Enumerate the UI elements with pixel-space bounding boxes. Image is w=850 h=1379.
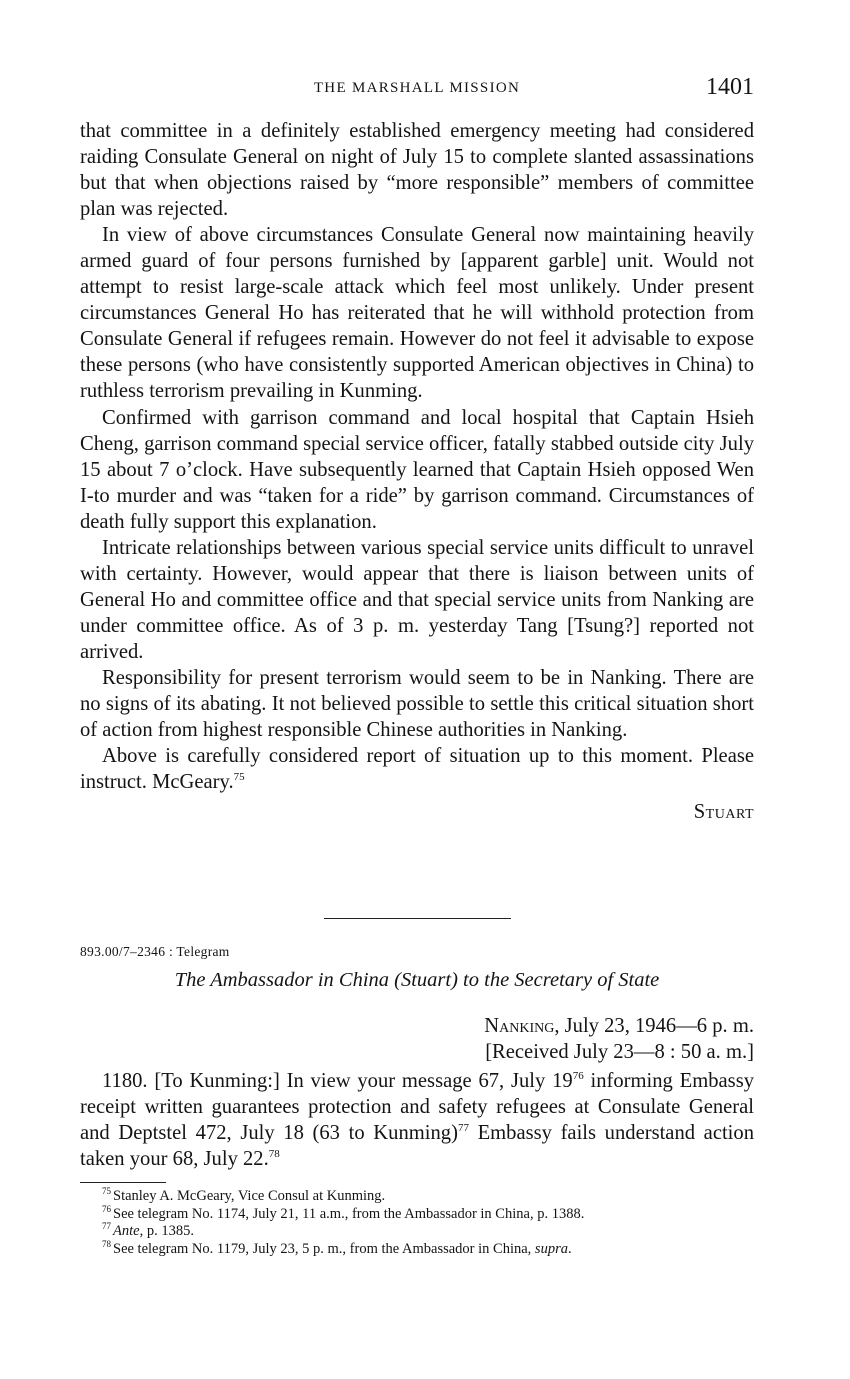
dateline-sent (80, 1013, 754, 1039)
footnote-italic: supra (534, 1240, 568, 1257)
footnote-italic: Ante (113, 1223, 140, 1239)
telegram-text-part: informing Embassy receipt written guarantees protection and safety refugees at Consulate General and Deptstel 472, July 18 (63 to Kunming) (80, 1070, 755, 1144)
heading-name: Stuart (400, 969, 452, 991)
telegram-text-part: Embassy fails understand action taken your 68, July 22. (80, 1122, 754, 1170)
footnote-text: See telegram No. 1174, July 21, 11 a.m., from the Ambassador in China, p. 1388. (113, 1205, 585, 1222)
footnote (80, 1188, 754, 1206)
file-number: 893.00/7–2346 : Telegram (80, 944, 230, 959)
footnote-text: . (567, 1240, 572, 1257)
footnote-ref: 75 (233, 771, 245, 784)
footnote-mark: 77 (102, 1221, 111, 1232)
page-number: 1401 (706, 74, 754, 100)
closing-text: Above is carefully considered report of situation up to this moment. Please instruct. McGeary. (80, 745, 754, 794)
document-heading (80, 969, 754, 992)
telegram-paragraph (80, 1068, 754, 1172)
footnote (80, 1238, 754, 1259)
footnote-divider (80, 1182, 166, 1183)
running-head (80, 74, 754, 104)
heading-pre: The Ambassador in China ( (174, 969, 401, 991)
body-text (80, 118, 754, 825)
footnote-ref: 77 (457, 1122, 469, 1135)
footnote-mark: 76 (102, 1203, 111, 1214)
paragraph: In view of above circumstances Consulate General now maintaining heavily armed guard of four persons furnished by [apparent garble] unit. Would not attempt to resist large-scale attack which feel most unlikely. Under present circumstances General Ho has reiterated that he will withhold protection from Consulate General if refugees remain. However do not feel it advisable to expose these persons (who have consistently supported American objectives in China) to ruthless terrorism prevailing in Kunming. (80, 224, 754, 403)
footnote-text: Stanley A. McGeary, Vice Consul at Kunming. (113, 1188, 386, 1204)
signature: Stuart (693, 801, 754, 824)
footnote-mark: 78 (102, 1238, 111, 1249)
dateline-place: Nanking (484, 1015, 555, 1037)
closing-paragraph (80, 743, 754, 795)
dateline-date: , July 23, 1946—6 p. m. (554, 1015, 754, 1037)
paragraph: that committee in a definitely established emergency meeting had considered raiding Consulate General on night of July 15 to complete slanted assassinations but that when objections raised by “more responsible” members of committee plan was rejected. (80, 120, 754, 221)
footnote-text: , p. 1385. (139, 1223, 194, 1239)
telegram-text-part: 1180. [To Kunming:] In view your message 67, July 19 (102, 1070, 573, 1092)
telegram-text (80, 1068, 754, 1172)
dateline-received: [Received July 23—8 : 50 a. m.] (485, 1041, 754, 1063)
running-title: THE MARSHALL MISSION (313, 80, 521, 96)
dateline (80, 1013, 754, 1065)
section-divider (324, 918, 511, 919)
footnote (80, 1203, 754, 1224)
footnote (80, 1223, 754, 1241)
footnotes (80, 1188, 754, 1258)
heading-post: ) to the Secretary of State (451, 969, 660, 991)
footnote-ref: 76 (572, 1070, 584, 1083)
footnote-mark: 75 (102, 1186, 111, 1197)
paragraph: Intricate relationships between various special service units difficult to unravel with certainty. However, would appear that there is liaison between units of General Ho and committee office and that special service units from Nanking are under committee office. As of 3 p. m. yesterday Tang [Tsung?] reported not arrived. (80, 536, 754, 663)
paragraph: Confirmed with garrison command and local hospital that Captain Hsieh Cheng, garrison command special service officer, fatally stabbed outside city July 15 about 7 o’clock. Have subsequently learned that Captain Hsieh opposed Wen I-to murder and was “taken for a ride” by garrison command. Circumstances of death fully support this explanation. (80, 406, 754, 533)
footnote-text: See telegram No. 1179, July 23, 5 p. m., from the Ambassador in China, (113, 1240, 535, 1257)
footnote-ref: 78 (268, 1148, 280, 1161)
paragraph: Responsibility for present terrorism would seem to be in Nanking. There are no signs of its abating. It not believed possible to settle this critical situation short of action from highest responsible Chinese authorities in Nanking. (80, 666, 754, 742)
